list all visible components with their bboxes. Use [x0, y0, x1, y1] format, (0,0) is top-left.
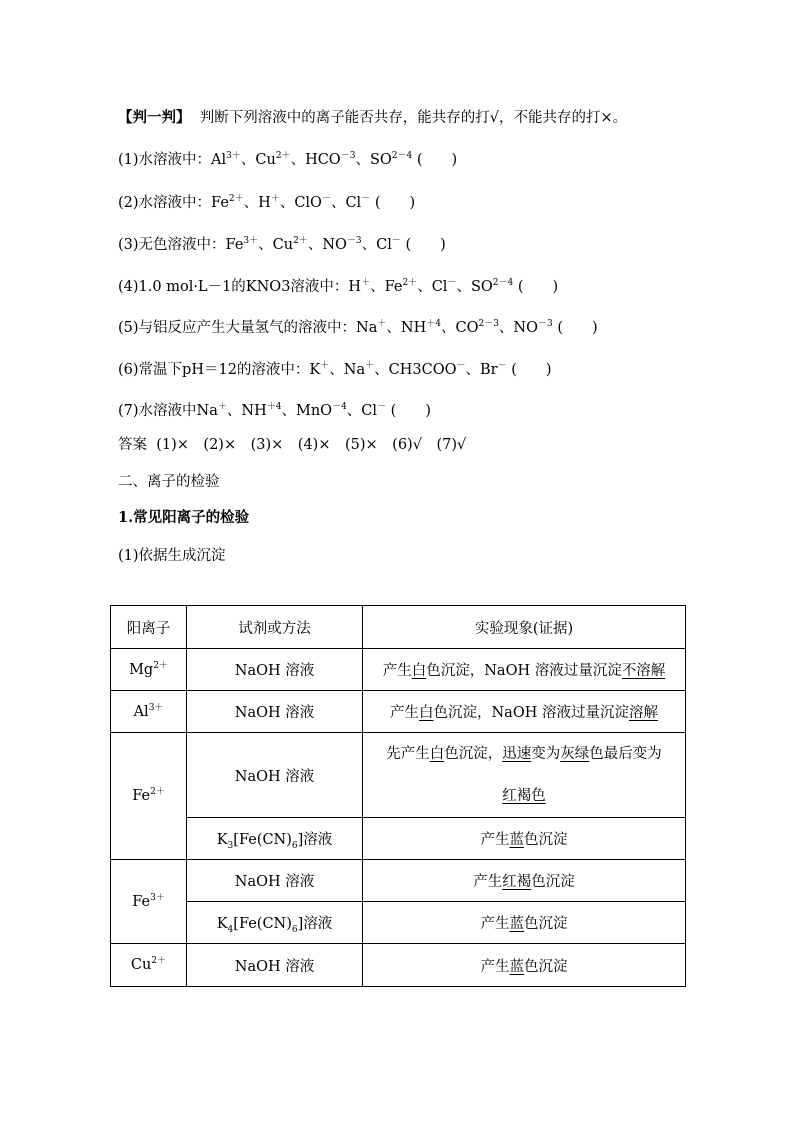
ion-formula: CH3COO－ [388, 361, 466, 378]
cation-cell: $Cu^{2+}$ [111, 944, 187, 987]
ion-formula: Cl－ [361, 402, 387, 419]
ion-formula: $SO^{2-4}$ [470, 278, 514, 295]
answer-blank: ( ) [517, 279, 559, 295]
answer-label: 答案 [118, 437, 147, 453]
question-prefix: (2)水溶液中： [118, 195, 212, 211]
answer-blank: ( ) [374, 195, 416, 211]
subsubsection-title: (1)依据生成沉淀 [118, 548, 226, 564]
answer-blank: ( ) [557, 320, 598, 336]
table-row [111, 733, 686, 818]
answer-blank: ( ) [405, 237, 446, 253]
phenomenon-cell: 产生蓝色沉淀 [363, 902, 686, 944]
question-prefix: (1)水溶液中： [118, 152, 212, 168]
ion-formula: H＋ [348, 278, 371, 295]
ion-formula: $Fe^{2+}$ [211, 194, 244, 211]
reagent-cell: $K_3[Fe(CN)_6]$溶液 [187, 818, 363, 860]
ion-formula: $CO^{2-3}$ [455, 319, 499, 336]
ion-formula: MnO$^{-4}$ [295, 402, 347, 419]
answer-line [118, 435, 466, 455]
question-prefix: (3)无色溶液中： [118, 237, 226, 253]
ion-formula: $NO^{-3}$ [322, 236, 362, 253]
table-header-row [111, 606, 686, 649]
question-prefix: (4)1.0 mol·L－1的KNO3溶液中： [118, 279, 349, 295]
question-prefix: (5)与铝反应产生大量氢气的溶液中： [118, 320, 357, 336]
question-prefix: (6)常温下pH＝12的溶液中： [118, 362, 310, 378]
cation-cell: $Al^{3+}$ [111, 691, 187, 733]
header-reagent: 试剂或方法 [187, 606, 363, 649]
ion-formula: ClO－ [294, 194, 331, 211]
answer-blank: ( ) [416, 152, 458, 168]
phenomenon-cell: 先产生白色沉淀，迅速变为灰绿色最后变为 红褐色 [363, 733, 686, 818]
ion-formula: K＋ [309, 361, 330, 378]
table-row [111, 860, 686, 902]
header-cation: 阳离子 [111, 606, 187, 649]
judge-instruction: 判断下列溶液中的离子能否共存，能共存的打√，不能共存的打×。 [199, 110, 628, 126]
answer-blank: ( ) [511, 362, 552, 378]
question-item: (1)水溶液中：$Al^{3+}$、$Cu^{2+}$、$HCO^{-3}$、$SO^{2-4}$ ( ) [118, 151, 458, 168]
ion-formula: Na＋ [356, 319, 387, 336]
ion-formula: $NH^{+4}$ [241, 402, 282, 419]
header-phenomenon: 实验现象(证据) [363, 606, 686, 649]
ion-formula: $HCO^{-3}$ [305, 151, 356, 168]
phenomenon-cell: 产生红褐色沉淀 [363, 860, 686, 902]
ion-formula: $Al^{3+}$ [211, 151, 241, 168]
ion-formula: $Fe^{2+}$ [384, 278, 418, 295]
table-row [111, 818, 686, 860]
table-row [111, 902, 686, 944]
ion-formula: Cl－ [345, 194, 371, 211]
question-item: (2)水溶液中：$Fe^{2+}$、H＋、ClO－、Cl－ ( ) [118, 194, 416, 211]
ion-formula: Cl－ [376, 236, 401, 253]
table-row [111, 691, 686, 733]
reagent-cell: NaOH 溶液 [187, 691, 363, 733]
ion-formula: H＋ [258, 194, 280, 211]
reagent-cell: NaOH 溶液 [187, 860, 363, 902]
question-prefix: (7)水溶液中 [118, 403, 197, 419]
reagent-cell: NaOH 溶液 [187, 733, 363, 818]
answer-blank: ( ) [390, 403, 431, 419]
phenomenon-cell: 产生白色沉淀，NaOH 溶液过量沉淀不溶解 [363, 649, 686, 691]
question-item: (3)无色溶液中：$Fe^{3+}$、$Cu^{2+}$、$NO^{-3}$、Cl－ ( ) [118, 236, 446, 253]
phenomenon-cell: 产生蓝色沉淀 [363, 944, 686, 987]
question-item: (7)水溶液中Na＋、$NH^{+4}$、MnO$^{-4}$、Cl－ ( ) [118, 402, 431, 419]
table-row [111, 649, 686, 691]
ion-formula: $Cu^{2+}$ [255, 151, 291, 168]
answer-text: (1)× (2)× (3)× (4)× (5)× (6)√ (7)√ [156, 437, 467, 453]
cation-cell: $Fe^{3+}$ [111, 860, 187, 944]
question-item: (5)与铝反应产生大量氢气的溶液中：Na＋、$NH^{+4}$、$CO^{2-3}$、$NO^{-3}$ ( ) [118, 319, 598, 336]
subsection-title: 1.常见阳离子的检验 [118, 509, 250, 526]
ion-formula: Na＋ [196, 402, 227, 419]
judge-tag: 【判一判】 [118, 109, 191, 126]
phenomenon-cell: 产生白色沉淀，NaOH 溶液过量沉淀溶解 [363, 691, 686, 733]
cation-cell: $Mg^{2+}$ [111, 649, 187, 691]
judge-heading-line [118, 108, 627, 128]
question-item: (6)常温下pH＝12的溶液中：K＋、Na＋、CH3COO－、Br－ ( ) [118, 361, 552, 378]
ion-formula: $Cu^{2+}$ [272, 236, 308, 253]
table-row [111, 944, 686, 987]
ion-formula: $SO^{2-4}$ [369, 151, 413, 168]
cation-test-table [110, 605, 686, 987]
ion-formula: $Fe^{3+}$ [225, 236, 259, 253]
phenomenon-cell: 产生蓝色沉淀 [363, 818, 686, 860]
ion-formula: Cl－ [431, 278, 457, 295]
reagent-cell: NaOH 溶液 [187, 944, 363, 987]
ion-formula: Na＋ [343, 361, 375, 378]
reagent-cell: NaOH 溶液 [187, 649, 363, 691]
cation-cell: $Fe^{2+}$ [111, 733, 187, 860]
reagent-cell: $K_4[Fe(CN)_6]$溶液 [187, 902, 363, 944]
ion-formula: $NH^{+4}$ [400, 319, 441, 336]
ion-formula: Br－ [480, 361, 507, 378]
ion-formula: $NO^{-3}$ [513, 319, 553, 336]
question-item: (4)1.0 mol·L－1的KNO3溶液中：H＋、$Fe^{2+}$、Cl－、$SO^{2-4}$ ( ) [118, 278, 559, 295]
section-title: 二、离子的检验 [118, 474, 220, 490]
